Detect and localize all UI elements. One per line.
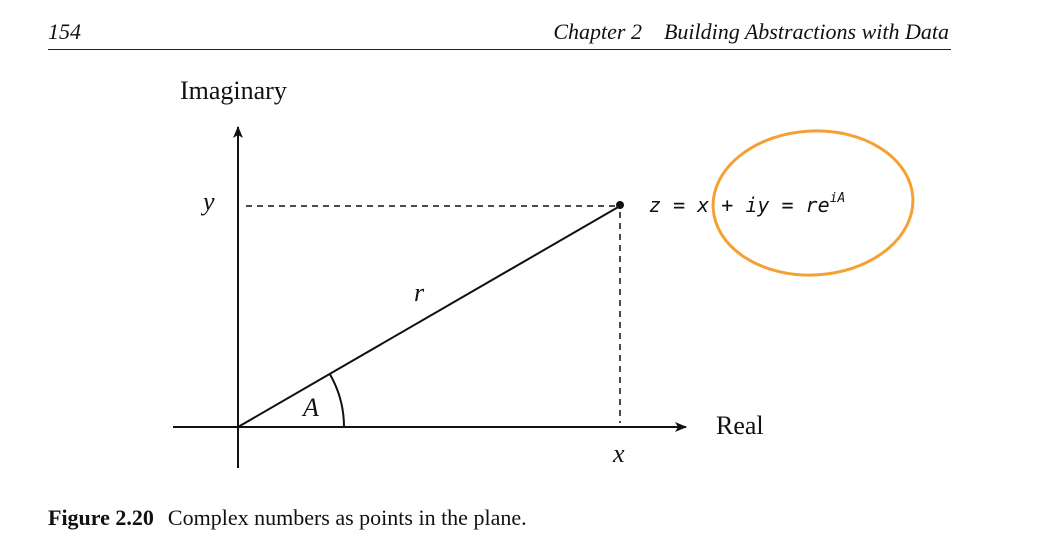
real-axis-label: Real [716, 411, 764, 440]
radius-vector [238, 206, 620, 427]
figure-caption [48, 505, 527, 531]
equation-main: z = x + iy = re [649, 193, 830, 217]
caption-text: Complex numbers as points in the plane. [167, 505, 527, 530]
imaginary-axis-label: Imaginary [180, 76, 287, 105]
equation-superscript: iA [829, 191, 846, 206]
point-z [616, 201, 624, 209]
chapter-title: Building Abstractions with Data [663, 19, 949, 44]
angle-arc [330, 374, 344, 427]
chapter-label: Chapter 2 [553, 19, 642, 44]
y-label: y [203, 187, 215, 216]
x-label: x [613, 439, 625, 468]
page-number: 154 [48, 19, 81, 44]
figure-number: Figure 2.20 [48, 505, 154, 530]
equation [649, 191, 845, 217]
r-label: r [414, 278, 425, 307]
angle-label: A [303, 393, 319, 422]
